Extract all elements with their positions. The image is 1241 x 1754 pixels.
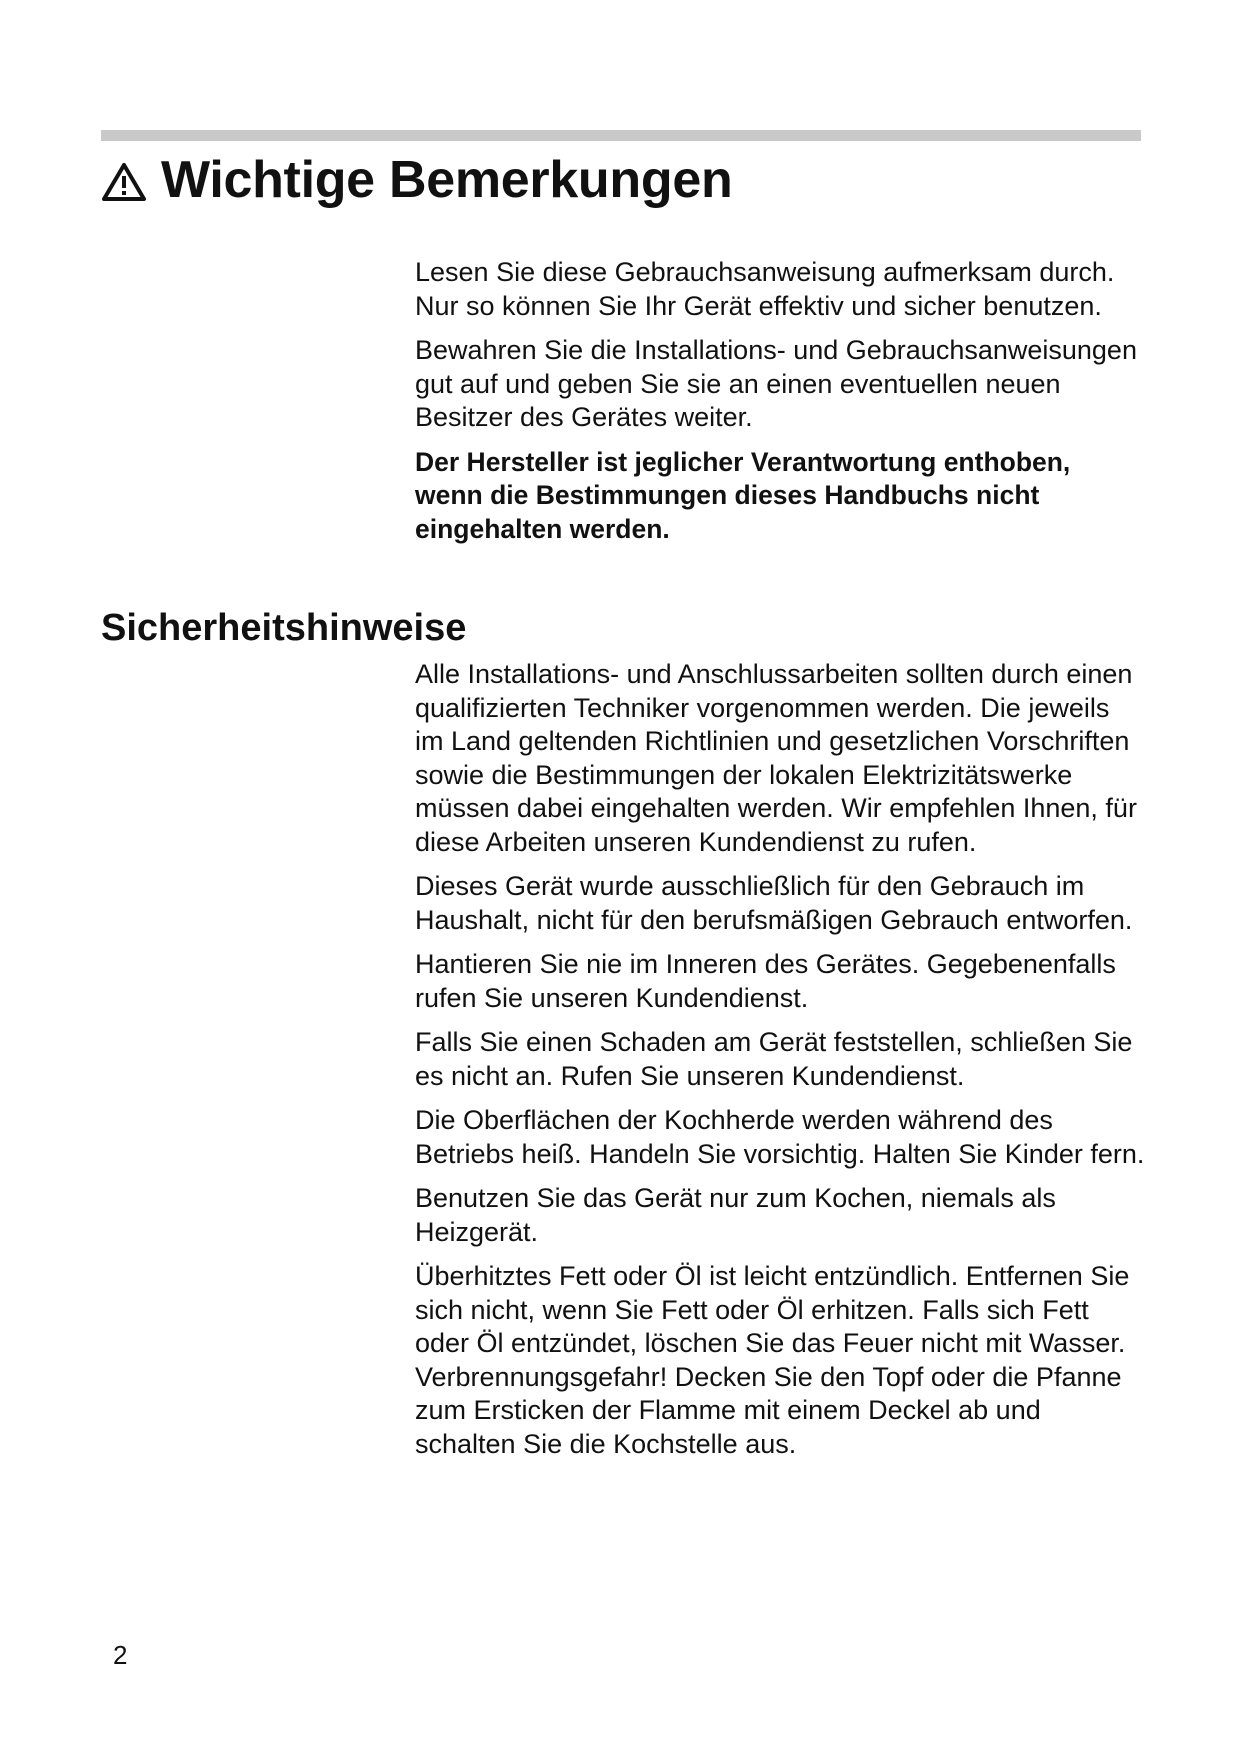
page-title	[101, 150, 732, 210]
intro-paragraph: Lesen Sie diese Gebrauchsanweisung aufmerksam durch. Nur so können Sie Ihr Gerät effektiv und sicher benutzen.	[415, 257, 1115, 321]
safety-paragraph: Alle Installations- und Anschlussarbeiten sollten durch einen qualifizierten Techniker vorgenommen werden. Die jeweils im Land geltenden Richtlinien und gesetzlichen Vorschriften sowie die Bestimmungen der lokalen Elektrizitätswerke müssen dabei eingehalten werden. Wir empfehlen Ihnen, für diese Arbeiten unseren Kundendienst zu rufen.	[415, 659, 1137, 857]
safety-paragraph: Die Oberflächen der Kochherde werden während des Betriebs heiß. Handeln Sie vorsichtig. Halten Sie Kinder fern.	[415, 1105, 1145, 1169]
safety-paragraph: Falls Sie einen Schaden am Gerät feststellen, schließen Sie es nicht an. Rufen Sie unseren Kundendienst.	[415, 1027, 1133, 1091]
intro-paragraph: Bewahren Sie die Installations- und Gebrauchsanweisungen gut auf und geben Sie sie an einen eventuellen neuen Besitzer des Gerätes weiter.	[415, 335, 1137, 432]
safety-paragraph: Dieses Gerät wurde ausschließlich für den Gebrauch im Haushalt, nicht für den berufsmäßigen Gebrauch entworfen.	[415, 871, 1133, 935]
page-number: 2	[113, 1640, 128, 1670]
safety-paragraph: Hantieren Sie nie im Inneren des Gerätes. Gegebenenfalls rufen Sie unseren Kundendienst.	[415, 949, 1116, 1013]
safety-paragraph: Benutzen Sie das Gerät nur zum Kochen, niemals als Heizgerät.	[415, 1183, 1056, 1247]
section-heading-safety: Sicherheitshinweise	[101, 607, 467, 649]
intro-section	[415, 256, 1145, 557]
safety-section	[415, 658, 1145, 1472]
disclaimer-paragraph: Der Hersteller ist jeglicher Verantwortung enthoben, wenn die Bestimmungen dieses Handbuchs nicht eingehalten werden.	[415, 446, 1071, 544]
page-title-text: Wichtige Bemerkungen	[161, 151, 733, 209]
header-rule	[101, 130, 1141, 141]
warning-triangle-icon	[101, 162, 147, 202]
safety-paragraph: Überhitztes Fett oder Öl ist leicht entzündlich. Entfernen Sie sich nicht, wenn Sie Fett oder Öl erhitzen. Falls sich Fett oder Öl entzündet, löschen Sie das Feuer nicht mit Wasser. Verbrennungsgefahr! Decken Sie den Topf oder die Pfanne zum Ersticken der Flamme mit einem Deckel ab und schalten Sie die Kochstelle aus.	[415, 1261, 1130, 1459]
